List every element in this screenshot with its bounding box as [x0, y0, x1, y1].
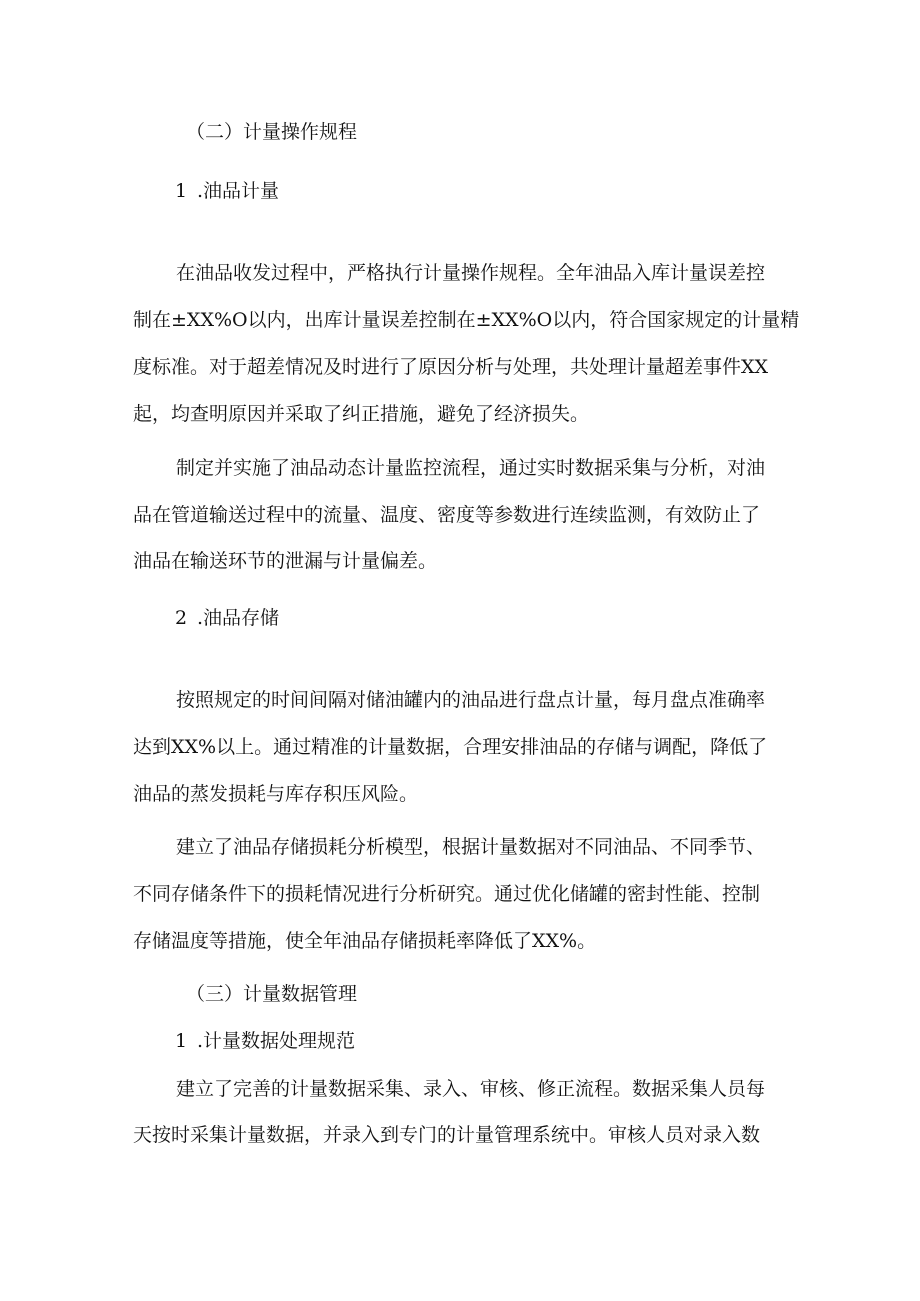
item-title: .计量数据处理规范 [197, 1030, 356, 1052]
item-title: .油品计量 [197, 180, 280, 202]
paragraph-line: 度标准。对于超差情况及时进行了原因分析与处理，共处理计量超差事件XX [133, 356, 769, 378]
item-heading-oil-metering [175, 177, 920, 205]
paragraph-line: 达到XX%以上。通过精准的计量数据，合理安排油品的存储与调配，降低了 [133, 736, 768, 758]
paragraph-line: 建立了油品存储损耗分析模型，根据计量数据对不同油品、不同季节、 [176, 836, 766, 858]
paragraph-line: 在油品收发过程中，严格执行计量操作规程。全年油品入库计量误差控 [176, 262, 766, 284]
paragraph-line: 制在±XX%O以内，出库计量误差控制在±XX%O以内，符合国家规定的计量精 [133, 309, 800, 331]
paragraph-line: 存储温度等措施，使全年油品存储损耗率降低了XX%。 [133, 930, 597, 952]
paragraph-line: 油品的蒸发损耗与库存积压风险。 [133, 783, 419, 805]
item-heading-oil-storage [175, 604, 920, 632]
paragraph-line: 品在管道输送过程中的流量、温度、密度等参数进行连续监测，有效防止了 [133, 504, 761, 526]
paragraph-line: 建立了完善的计量数据采集、录入、审核、修正流程。数据采集人员每 [176, 1078, 766, 1100]
paragraph-line: 按照规定的时间间隔对储油罐内的油品进行盘点计量，每月盘点准确率 [176, 689, 766, 711]
item-number: 1 [175, 1030, 188, 1052]
paragraph-line: 制定并实施了油品动态计量监控流程，通过实时数据采集与分析，对油 [176, 457, 766, 479]
paragraph-line: 起，均查明原因并采取了纠正措施，避免了经济损失。 [133, 403, 590, 425]
item-number: 2 [175, 607, 188, 629]
section-heading-2: （二）计量操作规程 [186, 121, 358, 143]
item-number: 1 [175, 180, 188, 202]
section-heading-3: （三）计量数据管理 [186, 983, 358, 1005]
paragraph-line: 油品在输送环节的泄漏与计量偏差。 [133, 550, 438, 572]
item-title: .油品存储 [197, 607, 280, 629]
paragraph-line: 不同存储条件下的损耗情况进行分析研究。通过优化储罐的密封性能、控制 [133, 883, 761, 905]
item-heading-data-processing [175, 1027, 920, 1055]
paragraph-line: 天按时采集计量数据，并录入到专门的计量管理系统中。审核人员对录入数 [133, 1124, 761, 1146]
